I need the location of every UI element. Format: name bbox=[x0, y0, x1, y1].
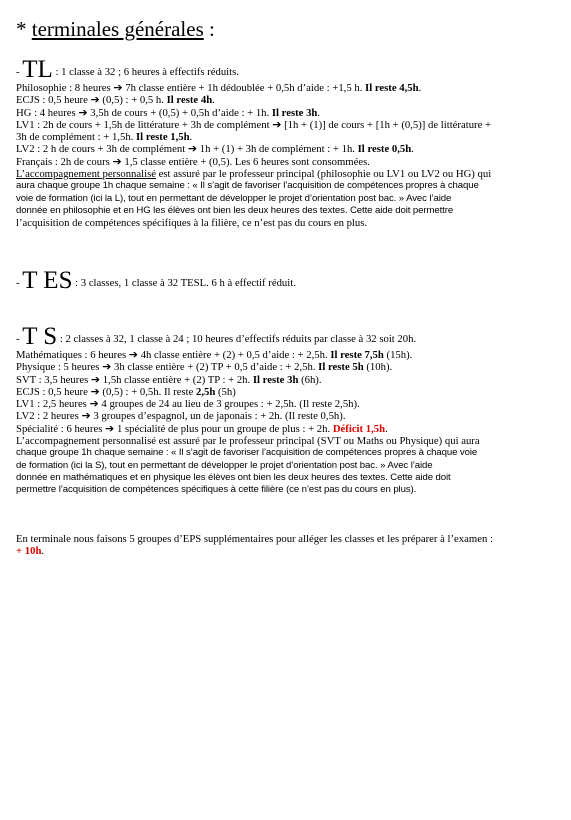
ts-ap-line-1: L’accompagnement personnalisé est assuré par le professeur principal (SVT ou Maths ou Physique) qui aura bbox=[16, 435, 480, 448]
arrow-icon: ➔ bbox=[90, 384, 100, 398]
section-tes bbox=[16, 268, 556, 296]
arrow-icon: ➔ bbox=[90, 372, 101, 386]
tl-lv2-line: LV2 : 2 h de cours + 3h de complément ➔ 1h + (1) + 3h de complément : + 1h. Il reste 0,5h. bbox=[16, 142, 414, 156]
section-tl-heading: - TL : 1 classe à 32 ; 6 heures à effectifs réduits. bbox=[16, 56, 239, 83]
tl-ecjs-line: ECJS : 0,5 heure ➔ (0,5) : + 0,5 h. Il reste 4h. bbox=[16, 93, 215, 107]
tl-ap-line-4: donnée en philosophie et en HG les élèves ont bien les deux heures des textes. Cette aide doit permettre bbox=[16, 204, 454, 216]
arrow-icon: ➔ bbox=[105, 421, 115, 435]
arrow-icon: ➔ bbox=[102, 360, 112, 374]
ts-svt-line: SVT : 3,5 heures ➔ 1,5h classe entière + (2) TP : + 2h. Il reste 3h (6h). bbox=[16, 372, 322, 386]
ts-lv2-line: LV2 : 2 heures ➔ 3 groupes d’espagnol, un de japonais : + 2h. (Il reste 0,5h). bbox=[16, 409, 346, 423]
section-tl-intro: : 1 classe à 32 ; 6 heures à effectifs réduits. bbox=[52, 66, 239, 78]
ts-physique-line: Physique : 5 heures ➔ 3h classe entière + (2) TP + 0,5 d’aide : + 2,5h. Il reste 5h (10h). bbox=[16, 360, 393, 374]
ts-specialite-line: Spécialité : 6 heures ➔ 1 spécialité de plus pour un groupe de plus : + 2h. Déficit 1,5h. bbox=[16, 421, 388, 435]
arrow-icon: ➔ bbox=[89, 397, 99, 411]
section-tes-heading: - T ES : 3 classes, 1 classe à 32 TESL. 6 h à effectif réduit. bbox=[16, 267, 296, 294]
ts-ap-line-3: de formation (ici la S), tout en permettant de développer le projet d’orientation post bac. » Avec l’aide bbox=[16, 459, 433, 471]
section-tl bbox=[16, 57, 556, 230]
ts-ap-line-2: chaque groupe 1h chaque semaine : « Il s’agit de favoriser l’acquisition de compétences propres à chaque voie bbox=[16, 447, 478, 459]
eps-hours-value: + 10h bbox=[16, 545, 42, 558]
tl-ap-line-2: aura chaque groupe 1h chaque semaine : « Il s’agit de favoriser l’acquisition de compétences propres à chaque bbox=[16, 180, 479, 192]
tl-lv1-line-1: LV1 : 2h de cours + 1,5h de littérature + 3h de complément ➔ [1h + (1)] de cours + [1h + (0,5)] de littérature + bbox=[16, 117, 492, 131]
section-ts-intro: : 2 classes à 32, 1 classe à 24 ; 10 heures d’effectifs réduits par classe à 32 soit 20h. bbox=[57, 333, 417, 345]
ts-ap-line-5: permettre l’acquisition de compétences spécifiques à cette filière (ce n’est pas du cours en plus). bbox=[16, 484, 417, 496]
deficit-value: Déficit 1,5h bbox=[332, 422, 386, 435]
ts-lv1-line: LV1 : 2,5 heures ➔ 4 groupes de 24 au lieu de 3 groupes : + 2,5h. (Il reste 2,5h). bbox=[16, 397, 360, 411]
arrow-icon: ➔ bbox=[90, 93, 100, 107]
tl-ap-line-1: L’accompagnement personnalisé est assuré par le professeur principal (philosophie ou LV1 ou LV2 ou HG) qui bbox=[16, 168, 492, 181]
eps-note bbox=[16, 533, 556, 558]
ts-ap-line-4: donnée en mathématiques et en physique les élèves ont bien les deux heures des textes. Cette aide doit bbox=[16, 471, 451, 483]
tl-hg-line: HG : 4 heures ➔ 3,5h de cours + (0,5) + 0,5h d’aide : + 1h. Il reste 3h. bbox=[16, 105, 321, 119]
section-tes-intro: : 3 classes, 1 classe à 32 TESL. 6 h à effectif réduit. bbox=[72, 277, 296, 289]
eps-note-line-1: En terminale nous faisons 5 groupes d’EPS supplémentaires pour alléger les classes et les préparer à l’examen : bbox=[16, 533, 493, 545]
arrow-icon: ➔ bbox=[272, 117, 282, 131]
section-ts-name: T S bbox=[22, 323, 58, 350]
arrow-icon: ➔ bbox=[81, 409, 91, 423]
section-ts-heading: - T S : 2 classes à 32, 1 classe à 24 ; 10 heures d’effectifs réduits par classe à 32 soit 20h. bbox=[16, 323, 417, 350]
page-title: * terminales générales : bbox=[16, 17, 215, 41]
eps-note-line-2: + 10h. bbox=[16, 545, 45, 558]
section-tes-name: T ES bbox=[22, 267, 73, 294]
tl-philosophie-line: Philosophie : 8 heures ➔ 7h classe entière + 1h dédoublée + 0,5h d’aide : +1,5 h. Il reste 4,5h. bbox=[16, 81, 422, 94]
ts-maths-line: Mathématiques : 6 heures ➔ 4h classe entière + (2) + 0,5 d’aide : + 2,5h. Il reste 7,5h (15h). bbox=[16, 348, 413, 361]
tl-lv1-line-2: 3h de complément : + 1,5h. Il reste 1,5h. bbox=[16, 131, 193, 144]
arrow-icon: ➔ bbox=[113, 81, 123, 94]
arrow-icon: ➔ bbox=[128, 348, 139, 361]
section-tl-name: TL bbox=[22, 56, 53, 83]
tl-ap-line-3: voie de formation (ici la L), tout en permettant de développer le projet d’orientation post bac. » Avec l’aide bbox=[16, 192, 452, 204]
section-ts bbox=[16, 324, 556, 497]
page-title-text: terminales générales bbox=[31, 17, 204, 41]
tl-francais-line: Français : 2h de cours ➔ 1,5 classe entière + (0,5). Les 6 heures sont consommées. bbox=[16, 154, 370, 168]
arrow-icon: ➔ bbox=[112, 154, 122, 168]
tl-ap-line-5: l’acquisition de compétences spécifiques à la filière, ce n’est pas du cours en plus. bbox=[16, 217, 368, 230]
arrow-icon: ➔ bbox=[187, 142, 198, 156]
arrow-icon: ➔ bbox=[78, 105, 88, 119]
ts-ecjs-line: ECJS : 0,5 heure ➔ (0,5) : + 0,5h. Il reste 2,5h (5h) bbox=[16, 384, 236, 398]
